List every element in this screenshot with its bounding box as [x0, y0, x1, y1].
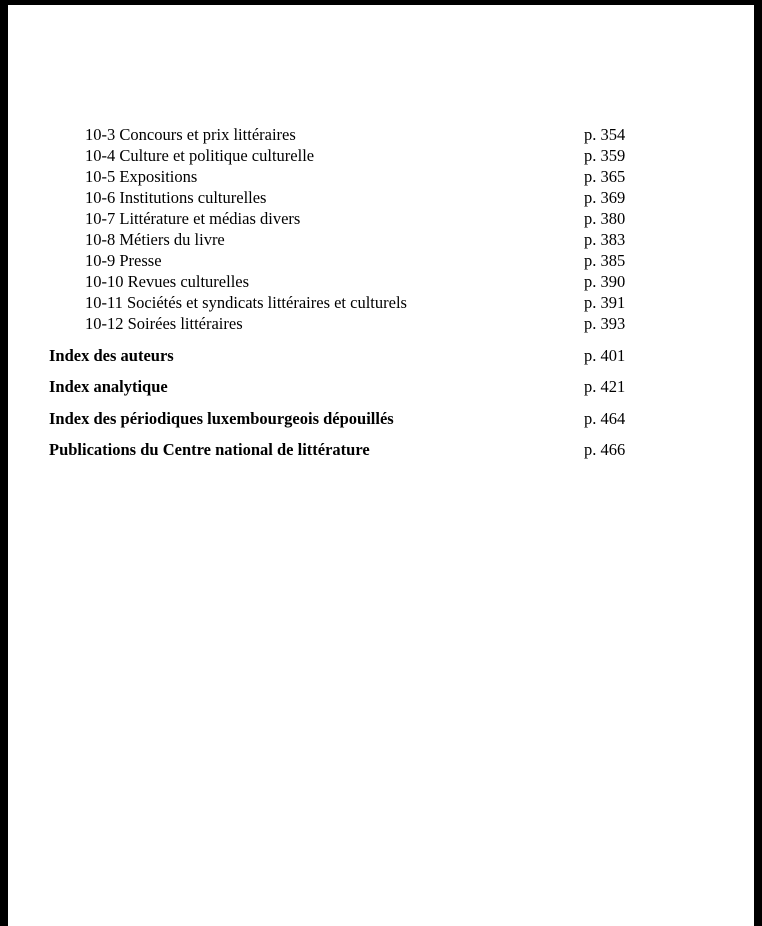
toc-entry-label: 10-4 Culture et politique culturelle [85, 146, 315, 165]
toc-page-number: p. 391 [584, 293, 626, 312]
toc-entry-label: 10-9 Presse [85, 251, 162, 270]
toc-entry-label: 10-12 Soirées littéraires [85, 314, 243, 333]
toc-section-row [8, 345, 754, 366]
toc-subsection-row [8, 271, 754, 292]
toc-page-number: p. 380 [584, 209, 626, 228]
toc-entry-label: 10-10 Revues culturelles [85, 272, 250, 291]
toc-subsection-row [8, 292, 754, 313]
toc-subsection-row [8, 250, 754, 271]
toc-subsection-row [8, 208, 754, 229]
toc-section-row [8, 376, 754, 397]
toc-page-number: p. 464 [584, 409, 626, 428]
toc-subsection-row [8, 124, 754, 145]
toc-section-label: Index analytique [49, 377, 168, 396]
toc-entry-label: 10-5 Expositions [85, 167, 198, 186]
toc-page-number: p. 354 [584, 125, 626, 144]
toc-subsection-row [8, 229, 754, 250]
toc-section-label: Index des périodiques luxembourgeois dépouillés [49, 409, 394, 428]
toc-page-number: p. 385 [584, 251, 626, 270]
toc-subsection-row [8, 313, 754, 334]
toc-page-number: p. 359 [584, 146, 626, 165]
toc-entry-label: 10-11 Sociétés et syndicats littéraires et culturels [85, 293, 407, 312]
toc-section-label: Publications du Centre national de littérature [49, 440, 370, 459]
toc-section-label: Index des auteurs [49, 346, 174, 365]
toc-section-row [8, 439, 754, 460]
toc-section-row [8, 408, 754, 429]
toc-page-number: p. 421 [584, 377, 626, 396]
toc-page-number: p. 365 [584, 167, 626, 186]
toc-entry-label: 10-3 Concours et prix littéraires [85, 125, 296, 144]
document-page [8, 5, 754, 926]
toc-entry-label: 10-8 Métiers du livre [85, 230, 225, 249]
toc-page-number: p. 393 [584, 314, 626, 333]
toc-subsection-row [8, 166, 754, 187]
toc-page-number: p. 383 [584, 230, 626, 249]
toc-subsection-row [8, 187, 754, 208]
toc-entry-label: 10-7 Littérature et médias divers [85, 209, 301, 228]
toc-page-number: p. 390 [584, 272, 626, 291]
toc-page-number: p. 401 [584, 346, 626, 365]
toc-page-number: p. 466 [584, 440, 626, 459]
toc-subsection-row [8, 145, 754, 166]
toc-entry-label: 10-6 Institutions culturelles [85, 188, 267, 207]
toc-page-number: p. 369 [584, 188, 626, 207]
